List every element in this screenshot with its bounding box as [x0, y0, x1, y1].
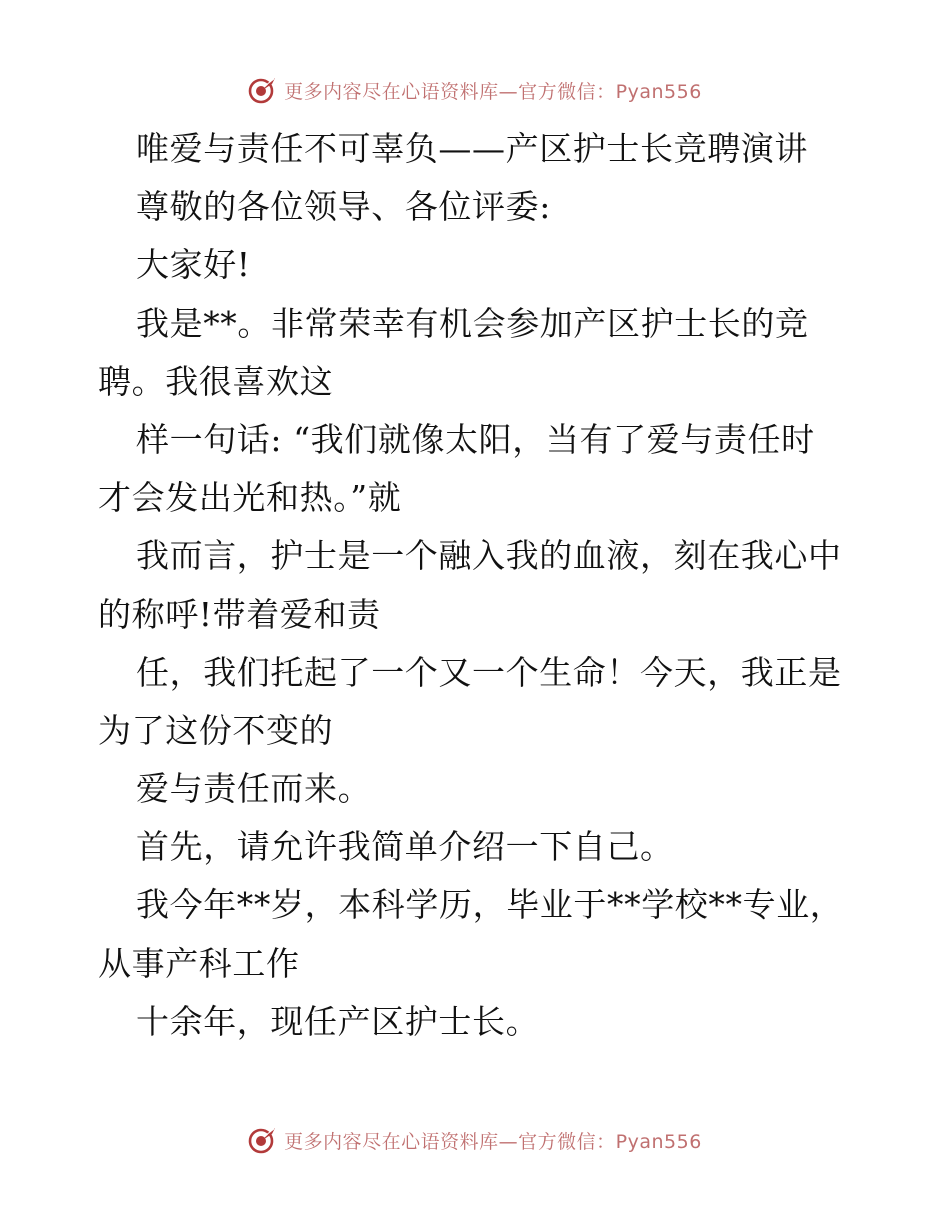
text-line: 我而言，护士是一个融入我的血液，刻在我心中 — [136, 536, 842, 576]
text-line: 从事产科工作 — [98, 943, 300, 983]
salutation: 尊敬的各位领导、各位评委: — [136, 187, 551, 227]
text-line: 我是**。非常荣幸有机会参加产区护士长的竞 — [136, 303, 809, 343]
text-line: 聘。我很喜欢这 — [98, 361, 334, 401]
text-line: 的称呼!带着爱和责 — [98, 594, 381, 634]
text-line: 首先，请允许我简单介绍一下自己。 — [136, 827, 674, 867]
document-body — [98, 120, 858, 1051]
text-line: 才会发出光和热。”就 — [98, 478, 402, 518]
quill-pen-logo-icon — [248, 75, 278, 105]
footer-brand-text: 更多内容尽在心语资料库—官方微信：Pyan556 — [284, 1130, 702, 1153]
text-line: 任，我们托起了一个又一个生命！今天，我正是 — [136, 652, 842, 692]
text-line: 样一句话: “我们就像太阳，当有了爱与责任时 — [136, 419, 815, 459]
greeting: 大家好! — [136, 245, 251, 285]
footer-watermark — [0, 1122, 950, 1158]
document-title: 唯爱与责任不可辜负——产区护士长竞聘演讲 — [136, 129, 808, 168]
header-watermark — [0, 72, 950, 108]
text-line: 爱与责任而来。 — [136, 769, 372, 809]
text-line: 为了这份不变的 — [98, 710, 334, 750]
header-brand-text: 更多内容尽在心语资料库—官方微信：Pyan556 — [284, 80, 702, 103]
text-line: 我今年**岁，本科学历，毕业于**学校**专业， — [136, 885, 844, 925]
text-line: 十余年，现任产区护士长。 — [136, 1001, 540, 1041]
quill-pen-logo-icon — [248, 1125, 278, 1155]
